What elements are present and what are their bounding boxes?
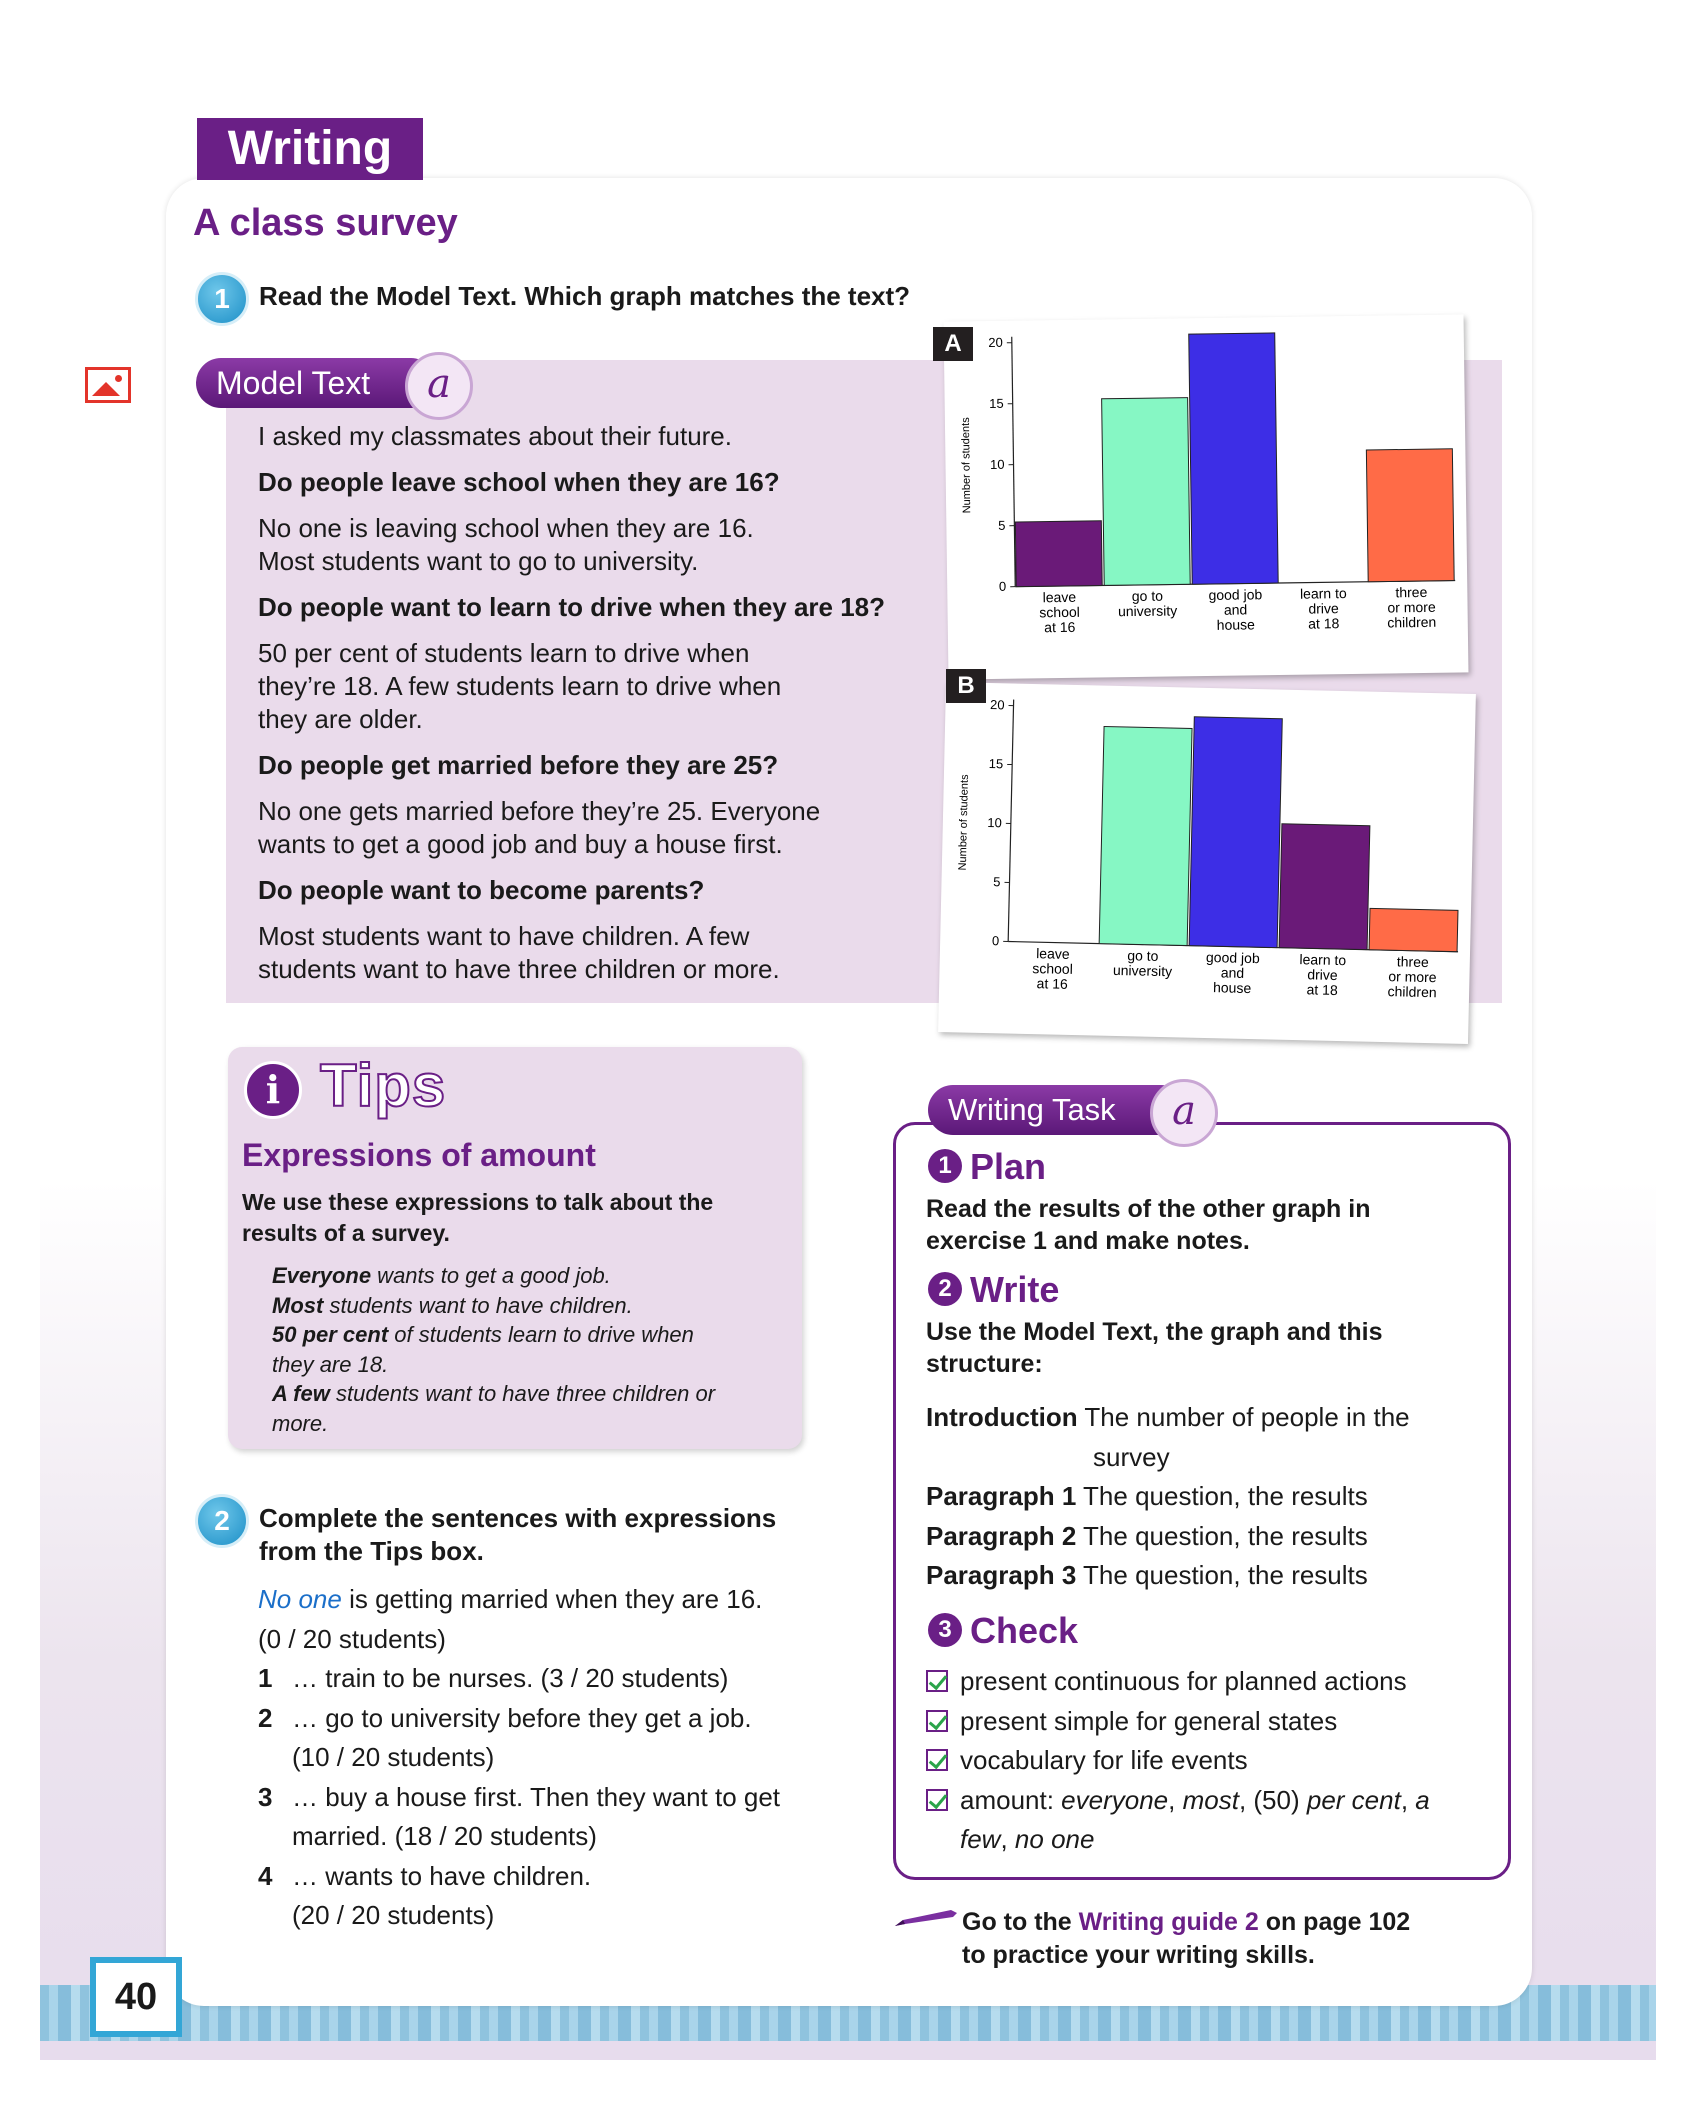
category-label: three xyxy=(1396,953,1429,971)
writing-guide-link[interactable]: Writing guide 2 xyxy=(1078,1908,1259,1936)
writing-structure xyxy=(926,1398,1486,1596)
example-bold: A few xyxy=(272,1381,330,1406)
item-text: (20 / 20 students) xyxy=(292,1900,495,1930)
checkbox-checked-icon[interactable] xyxy=(926,1710,948,1732)
example-rest: of students learn to drive when xyxy=(388,1322,694,1347)
answer-line: wants to get a good job and buy a house first. xyxy=(258,829,783,859)
step-write-text xyxy=(926,1316,1383,1380)
answer-line: Most students want to have children. A few xyxy=(258,921,750,951)
structure-row xyxy=(926,1556,1486,1596)
y-axis-label: Number of students xyxy=(956,774,971,871)
y-axis xyxy=(1008,700,1013,942)
checklist-text: few xyxy=(960,1824,1001,1854)
category-label: at 18 xyxy=(1306,981,1338,998)
example-note: (0 / 20 students) xyxy=(258,1623,446,1654)
structure-label: Paragraph 2 xyxy=(926,1520,1077,1551)
checklist-text: no one xyxy=(1014,1824,1095,1854)
bar xyxy=(1369,908,1458,951)
item-text: … go to university before they get a job. xyxy=(292,1702,752,1733)
tips-example xyxy=(272,1350,782,1380)
bar xyxy=(1189,717,1282,948)
structure-row xyxy=(926,1398,1486,1438)
checklist-item xyxy=(926,1702,1486,1742)
item-text: married. (18 / 20 students) xyxy=(292,1821,597,1851)
checklist-item xyxy=(926,1741,1486,1781)
exercise-2-items xyxy=(258,1580,858,1936)
section-tab: Writing xyxy=(197,118,423,180)
checklist-item xyxy=(926,1662,1486,1702)
checklist-text: amount: xyxy=(960,1784,1062,1815)
checklist-text: most xyxy=(1182,1784,1239,1815)
structure-row xyxy=(926,1517,1486,1557)
bar xyxy=(1366,449,1454,582)
item-number: 3 xyxy=(258,1781,273,1812)
category-label: school xyxy=(1032,960,1073,977)
item-number: 2 xyxy=(258,1702,273,1733)
category-label: or more xyxy=(1387,598,1436,616)
bar xyxy=(1099,727,1192,946)
y-tick-label: 0 xyxy=(991,933,1000,949)
model-question: Do people leave school when they are 16? xyxy=(258,467,780,497)
tips-example xyxy=(272,1320,782,1350)
exercise-2-number: 2 xyxy=(195,1494,249,1548)
model-text-label: Model Text xyxy=(196,358,436,408)
exercise-1-instruction: Read the Model Text. Which graph matches the text? xyxy=(259,281,911,311)
y-tick-label: 0 xyxy=(998,578,1007,594)
tips-example xyxy=(272,1379,782,1409)
model-answer xyxy=(258,920,938,986)
item-text: … wants to have children. xyxy=(292,1860,592,1891)
category-label: learn to xyxy=(1299,585,1347,602)
step-plan-heading xyxy=(928,1146,1046,1188)
example-sentence xyxy=(258,1580,858,1620)
y-axis xyxy=(1012,337,1015,587)
step-text-line: Use the Model Text, the graph and this xyxy=(926,1318,1383,1346)
model-answer xyxy=(258,637,938,736)
checklist-text: vocabulary for life events xyxy=(960,1745,1248,1775)
graph-a-label: A xyxy=(933,327,973,361)
step-check-heading xyxy=(928,1610,1078,1652)
structure-text: The number of people in the xyxy=(1077,1402,1410,1432)
step-write-heading xyxy=(928,1269,1059,1311)
example-rest: they are 18. xyxy=(272,1351,389,1377)
step-title: Check xyxy=(970,1610,1079,1651)
step-plan-text xyxy=(926,1193,1371,1257)
structure-text: The question, the results xyxy=(1076,1560,1368,1590)
category-label: house xyxy=(1212,979,1252,997)
model-answer xyxy=(258,795,938,861)
y-axis-label: Number of students xyxy=(959,417,974,514)
answer-line: they are older. xyxy=(258,704,423,734)
category-label: children xyxy=(1387,613,1437,631)
checklist-text: everyone xyxy=(1061,1784,1169,1815)
step-title: Write xyxy=(970,1269,1060,1310)
pen-icon xyxy=(893,1908,959,1928)
step-title: Plan xyxy=(970,1146,1047,1187)
graph-a xyxy=(944,314,1469,679)
category-label: learn to xyxy=(1299,951,1347,969)
step-number: 3 xyxy=(928,1613,962,1647)
info-icon: i xyxy=(244,1061,302,1119)
y-tick-label: 15 xyxy=(988,756,1004,772)
checklist-text: present continuous for planned actions xyxy=(960,1666,1407,1696)
checklist-text: present simple for general states xyxy=(960,1705,1338,1736)
example-rest: more. xyxy=(272,1410,329,1436)
category-label: and xyxy=(1220,964,1245,981)
model-text-body xyxy=(258,420,938,999)
answer-line: they’re 18. A few students learn to drive when xyxy=(258,671,782,701)
y-tick-label: 5 xyxy=(998,517,1006,533)
bar xyxy=(1189,333,1278,584)
tips-example xyxy=(272,1261,782,1291)
example-bold: Most xyxy=(272,1292,324,1318)
checklist xyxy=(926,1662,1486,1860)
item-number: 1 xyxy=(258,1663,273,1693)
bar xyxy=(1015,521,1102,587)
graph-b xyxy=(938,682,1476,1044)
model-question: Do people want to become parents? xyxy=(258,875,705,905)
step-number: 2 xyxy=(928,1272,962,1306)
image-icon[interactable] xyxy=(85,367,131,403)
answer-line: Most students want to go to university. xyxy=(258,546,699,576)
category-label: or more xyxy=(1388,968,1437,986)
answer-line: 50 per cent of students learn to drive when xyxy=(258,638,750,668)
model-question: Do people get married before they are 25? xyxy=(258,750,779,780)
exercise-item xyxy=(258,1659,858,1699)
y-tick-label: 15 xyxy=(989,395,1004,412)
tips-box xyxy=(228,1047,802,1449)
footer-text: Go to the xyxy=(962,1908,1079,1936)
y-tick-label: 5 xyxy=(993,874,1001,890)
category-label: at 18 xyxy=(1308,615,1340,632)
model-intro: I asked my classmates about their future. xyxy=(258,421,732,451)
category-label: university xyxy=(1117,602,1178,620)
exercise-2-instruction xyxy=(259,1502,776,1568)
category-label: at 16 xyxy=(1036,975,1068,992)
category-label: leave xyxy=(1042,588,1077,606)
instruction-line: from the Tips box. xyxy=(259,1536,484,1566)
footer-text: on page 102 xyxy=(1258,1908,1411,1936)
category-label: school xyxy=(1039,603,1080,621)
item-text: (10 / 20 students) xyxy=(292,1742,495,1772)
example-rest: students want to have three children or xyxy=(329,1381,716,1406)
writing-task-badge-icon: a xyxy=(1150,1079,1218,1147)
example-rest: wants to get a good job. xyxy=(371,1263,611,1288)
tips-examples xyxy=(272,1261,782,1438)
category-label: and xyxy=(1223,601,1248,618)
checklist-text: per cent xyxy=(1306,1784,1401,1815)
item-text: … train to be nurses. (3 / 20 students) xyxy=(292,1663,729,1693)
y-tick-label: 10 xyxy=(989,456,1005,473)
model-question: Do people want to learn to drive when they are 18? xyxy=(258,592,886,622)
structure-row-continued: survey xyxy=(1093,1441,1170,1472)
checklist-text: , xyxy=(1400,1784,1416,1815)
exercise-1-number: 1 xyxy=(195,272,249,326)
graph-b-card xyxy=(938,682,1476,1044)
category-label: drive xyxy=(1308,600,1339,617)
checklist-text: , xyxy=(1168,1784,1183,1815)
answer-line: No one gets married before they’re 25. Everyone xyxy=(258,796,821,826)
exercise-item xyxy=(258,1857,858,1936)
model-text-badge-icon: a xyxy=(405,352,473,420)
y-tick-label: 20 xyxy=(988,334,1003,351)
structure-text: The question, the results xyxy=(1076,1520,1368,1551)
category-label: house xyxy=(1216,616,1255,633)
structure-label: Paragraph 1 xyxy=(926,1481,1077,1511)
instruction-line: Complete the sentences with expressions xyxy=(259,1503,777,1533)
category-label: at 16 xyxy=(1044,618,1076,636)
tips-heading: Expressions of amount xyxy=(242,1137,596,1173)
structure-row xyxy=(926,1477,1486,1517)
model-answer xyxy=(258,512,938,578)
step-text-line: exercise 1 and make notes. xyxy=(926,1227,1250,1255)
example-answer: No one xyxy=(258,1584,342,1614)
step-text-line: structure: xyxy=(926,1350,1043,1378)
writing-task-label: Writing Task xyxy=(928,1085,1186,1135)
exercise-item xyxy=(258,1778,858,1857)
category-label: go to xyxy=(1127,947,1159,964)
item-number: 4 xyxy=(258,1860,273,1891)
checklist-text: , xyxy=(1000,1824,1015,1854)
category-label: drive xyxy=(1307,966,1338,983)
page-title: A class survey xyxy=(193,202,458,244)
writing-guide-note xyxy=(962,1906,1410,1972)
category-label: leave xyxy=(1035,945,1070,962)
checklist-text: , (50) xyxy=(1238,1784,1307,1815)
category-label: three xyxy=(1395,583,1428,601)
bar xyxy=(1102,398,1191,586)
answer-line: No one is leaving school when they are 16. xyxy=(258,513,754,543)
graph-a-card xyxy=(944,314,1469,679)
example-rest: students want to have children. xyxy=(323,1292,633,1318)
structure-text: The question, the results xyxy=(1076,1481,1368,1511)
y-tick-label: 10 xyxy=(987,815,1003,831)
step-text-line: Read the results of the other graph in xyxy=(926,1195,1371,1223)
category-label: children xyxy=(1387,983,1437,1001)
page-number: 40 xyxy=(90,1957,182,2037)
example-bold: Everyone xyxy=(272,1263,372,1288)
example-bold: 50 per cent xyxy=(272,1322,389,1347)
category-label: good job xyxy=(1205,949,1260,967)
category-label: good job xyxy=(1208,586,1263,603)
checkbox-checked-icon[interactable] xyxy=(926,1789,948,1811)
answer-line: students want to have three children or more. xyxy=(258,954,780,984)
tips-example xyxy=(272,1291,782,1321)
item-text: … buy a house first. Then they want to get xyxy=(292,1781,781,1812)
step-number: 1 xyxy=(928,1149,962,1183)
tips-intro: We use these expressions to talk about the results of a survey. xyxy=(242,1189,714,1246)
graph-b-label: B xyxy=(946,669,986,703)
checklist-item xyxy=(926,1781,1486,1860)
checkbox-checked-icon[interactable] xyxy=(926,1670,948,1692)
bar xyxy=(1279,824,1370,950)
checklist-text: a xyxy=(1415,1784,1430,1815)
structure-label: Paragraph 3 xyxy=(926,1560,1077,1590)
tips-example xyxy=(272,1409,782,1439)
tips-title: Tips xyxy=(320,1052,447,1119)
structure-label: Introduction xyxy=(926,1402,1078,1432)
exercise-item xyxy=(258,1699,858,1778)
y-tick-label: 20 xyxy=(989,697,1005,713)
category-label: go to xyxy=(1131,587,1164,605)
example-rest: is getting married when they are 16. xyxy=(341,1584,763,1614)
checkbox-checked-icon[interactable] xyxy=(926,1749,948,1771)
category-label: university xyxy=(1112,961,1173,980)
footer-text: to practice your writing skills. xyxy=(962,1941,1315,1969)
